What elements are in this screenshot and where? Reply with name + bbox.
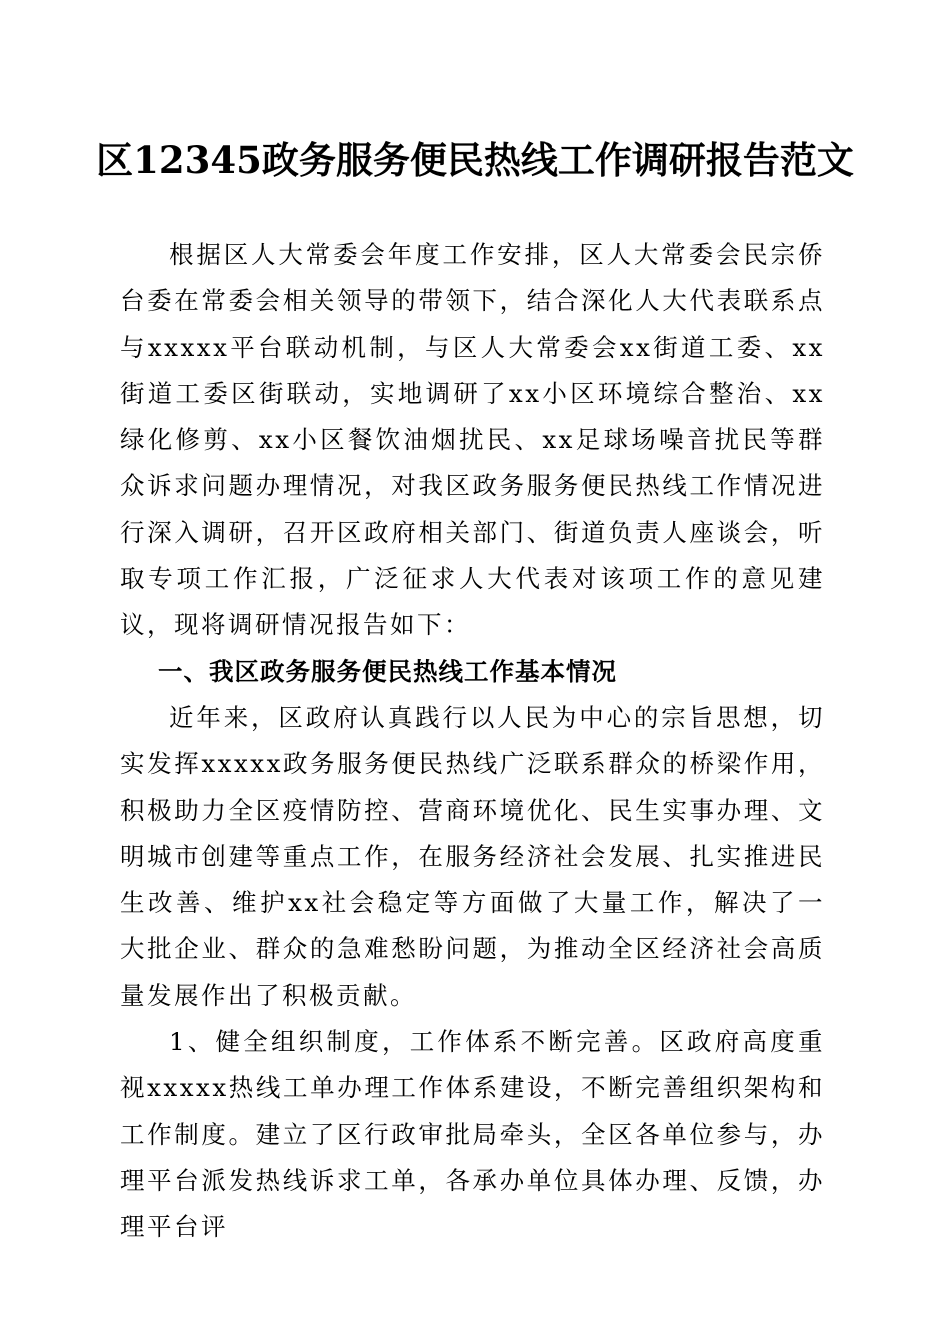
document-title: 区12345政务服务便民热线工作调研报告范文: [96, 138, 854, 182]
section-paragraph: 近年来，区政府认真践行以人民为中心的宗旨思想，切实发挥xxxxx政务服务便民热线广泛联系群众的桥梁作用，积极助力全区疫情防控、营商环境优化、民生实事办理、文明城市创建等重点工作，在服务经济社会发展、扎实推进民生改善、维护xx社会稳定等方面做了大量工作，解决了一大批企业、群众的急难愁盼问题，为推动全区经济社会高质量发展作出了积极贡献。: [120, 702, 825, 1010]
document-body: [120, 232, 825, 1251]
section-heading: 一、我区政务服务便民热线工作基本情况: [157, 656, 617, 686]
item-paragraph: 1、健全组织制度，工作体系不断完善。区政府高度重视xxxxx热线工单办理工作体系建设，不断完善组织架构和工作制度。建立了区行政审批局牵头，全区各单位参与，办理平台派发热线诉求工单，各承办单位具体办理、反馈，办理平台评: [120, 1027, 825, 1242]
intro-paragraph: 根据区人大常委会年度工作安排，区人大常委会民宗侨台委在常委会相关领导的带领下，结合深化人大代表联系点与xxxxx平台联动机制，与区人大常委会xx街道工委、xx街道工委区街联动，实地调研了xx小区环境综合整治、xx绿化修剪、xx小区餐饮油烟扰民、xx足球场噪音扰民等群众诉求问题办理情况，对我区政务服务便民热线工作情况进行深入调研，召开区政府相关部门、街道负责人座谈会，听取专项工作汇报，广泛征求人大代表对该项工作的意见建议，现将调研情况报告如下：: [120, 240, 825, 640]
